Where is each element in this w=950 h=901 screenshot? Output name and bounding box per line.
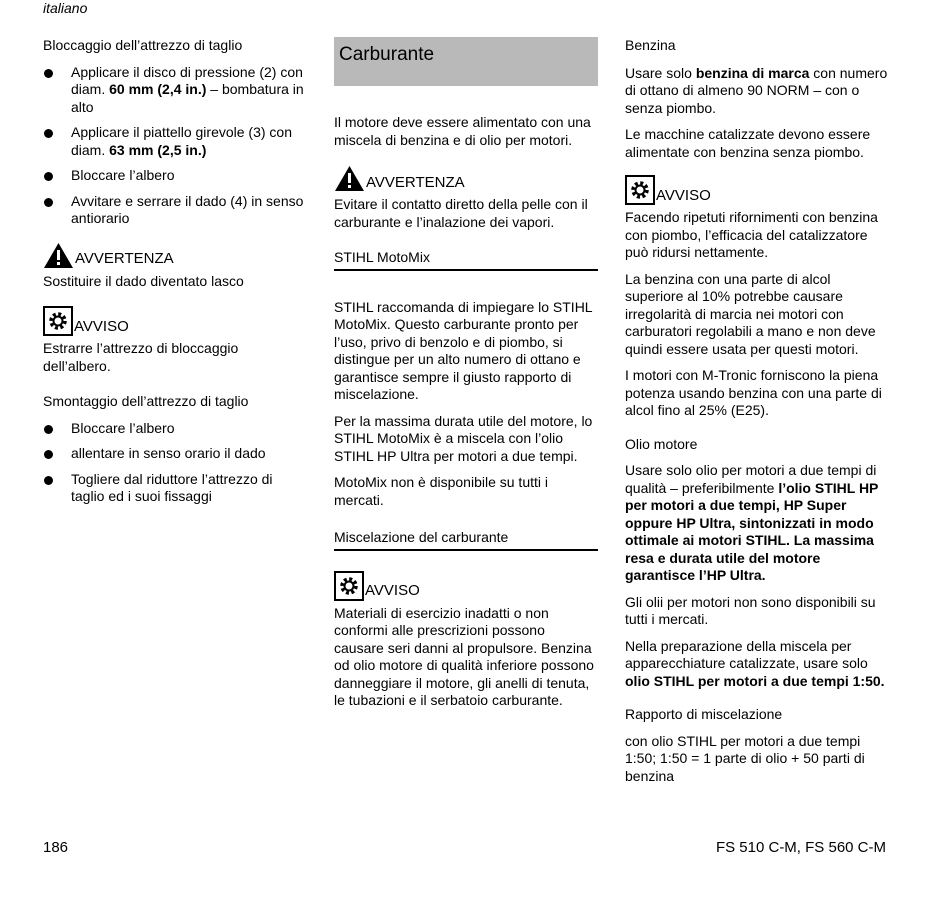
mtronic-paragraph: I motori con M-Tronic forniscono la piena potenza usando benzina con una parte di alcol fino al 25% (E25). <box>625 367 882 418</box>
model-label: FS 510 C-M, FS 560 C-M <box>715 839 886 856</box>
list-item: Togliere dal riduttore l’attrezzo di taglio ed i suoi fissaggi <box>43 471 308 506</box>
gear-notice-icon <box>625 175 655 205</box>
column-left <box>43 37 308 514</box>
bullet-icon <box>44 172 53 181</box>
warning-label: AVVERTENZA <box>75 250 174 267</box>
bullet-icon <box>44 198 53 207</box>
warning-text: Sostituire il dado diventato lasco <box>43 272 244 289</box>
gear-notice-icon <box>334 571 364 601</box>
list-item: Bloccare l’albero <box>43 167 308 185</box>
notice-block <box>334 571 598 601</box>
notice-label: AVVISO <box>365 582 420 599</box>
gear-notice-icon <box>43 306 73 336</box>
motomix-paragraph-2: Per la massima durata utile del motore, lo STIHL MotoMix è a miscela con l’olio STIHL HP Ultra per motori a due tempi. <box>334 412 593 464</box>
ratio-paragraph: con olio STIHL per motori a due tempi 1:50; 1:50 = 1 parte di olio + 50 parti di benzina <box>625 732 865 784</box>
warning-label: AVVERTENZA <box>366 173 465 191</box>
benzina-paragraph-1: Usare solo benzina di marca con numero di ottano di almeno 90 NORM – con o senza piombo. <box>625 64 888 116</box>
list-item: Applicare il disco di pressione (2) con diam. 60 mm (2,4 in.) – bombatura in alto <box>43 64 308 117</box>
subheading-miscelazione: Miscelazione del carburante <box>334 529 598 551</box>
bullet-icon <box>44 476 53 485</box>
notice-label: AVVISO <box>656 186 711 204</box>
heading-rapporto: Rapporto di miscelazione <box>625 706 783 722</box>
notice-text: Estrarre l’attrezzo di bloccaggio dell’albero. <box>43 340 239 374</box>
subheading-motomix: STIHL MotoMix <box>334 249 598 271</box>
page-number: 186 <box>43 839 69 856</box>
notice-text: Materiali di esercizio inadatti o non conformi alle prescrizioni possono causare seri danni al propulsore. Benzina od olio motore di qualità inferiore possono danneggiare il motore, gli anelli di tenuta, le tubazioni e il serbatoio carburante. <box>334 604 594 708</box>
bullet-icon <box>44 129 53 138</box>
motomix-paragraph-1: STIHL raccomanda di impiegare lo STIHL MotoMix. Questo carburante pronto per l’uso, privo di benzolo e di piombo, si distingue per un alto numero di ottano e garantisce sempre il giusto rapporto di miscelazione. <box>334 298 593 402</box>
heading-olio-motore: Olio motore <box>625 435 698 452</box>
oil-paragraph-2: Gli olii per motori non sono disponibili su tutti i mercati. <box>625 593 876 627</box>
blocking-steps-list <box>43 64 308 228</box>
heading-blocking: Bloccaggio dell’attrezzo di taglio <box>43 37 243 53</box>
notice-block <box>43 306 308 336</box>
notice-text: Facendo ripetuti rifornimenti con benzina con piombo, l’efficacia del catalizzatore può ridursi nettamente. <box>625 209 878 260</box>
warning-triangle-icon <box>334 165 365 192</box>
heading-benzina: Benzina <box>625 37 676 53</box>
bullet-icon <box>44 450 53 459</box>
section-title-carburante: Carburante <box>334 37 598 86</box>
column-middle <box>334 37 598 719</box>
list-item: Avvitare e serrare il dado (4) in senso antiorario <box>43 193 308 228</box>
oil-paragraph-3: Nella preparazione della miscela per apparecchiature catalizzate, usare solo olio STIHL per motori a due tempi 1:50. <box>625 637 885 689</box>
oil-paragraph-1: Usare solo olio per motori a due tempi di qualità – preferibilmente l’olio STIHL HP per motori a due tempi, HP Super oppure HP Ultra, sintonizzati in modo ottimale ai motori STIHL. La massima resa e durata utile del motore garantisce l’HP Ultra. <box>625 462 879 583</box>
warning-text: Evitare il contatto diretto della pelle con il carburante e l’inalazione dei vapori. <box>334 196 588 230</box>
list-item: allentare in senso orario il dado <box>43 445 308 463</box>
bullet-icon <box>44 69 53 78</box>
warning-block <box>43 242 308 269</box>
notice-block <box>625 175 889 205</box>
alcohol-paragraph: La benzina con una parte di alcol superiore al 10% potrebbe causare irregolarità di marcia nei motori con carburatori regolabili a mano e non deve quindi essere usata per questi motori. <box>625 270 876 357</box>
notice-label: AVVISO <box>74 317 129 335</box>
warning-block <box>334 165 598 192</box>
removal-steps-list <box>43 420 308 506</box>
bullet-icon <box>44 425 53 434</box>
list-item: Applicare il piattello girevole (3) con diam. 63 mm (2,5 in.) <box>43 124 308 159</box>
language-label: italiano <box>43 0 88 16</box>
heading-removal: Smontaggio dell’attrezzo di taglio <box>43 393 249 409</box>
column-right <box>625 37 889 794</box>
warning-triangle-icon <box>43 242 74 269</box>
intro-text: Il motore deve essere alimentato con una miscela di benzina e di olio per motori. <box>334 114 591 148</box>
benzina-paragraph-2: Le macchine catalizzate devono essere alimentate con benzina senza piombo. <box>625 126 871 160</box>
motomix-paragraph-3: MotoMix non è disponibile su tutti i mercati. <box>334 474 548 508</box>
list-item: Bloccare l’albero <box>43 420 308 438</box>
